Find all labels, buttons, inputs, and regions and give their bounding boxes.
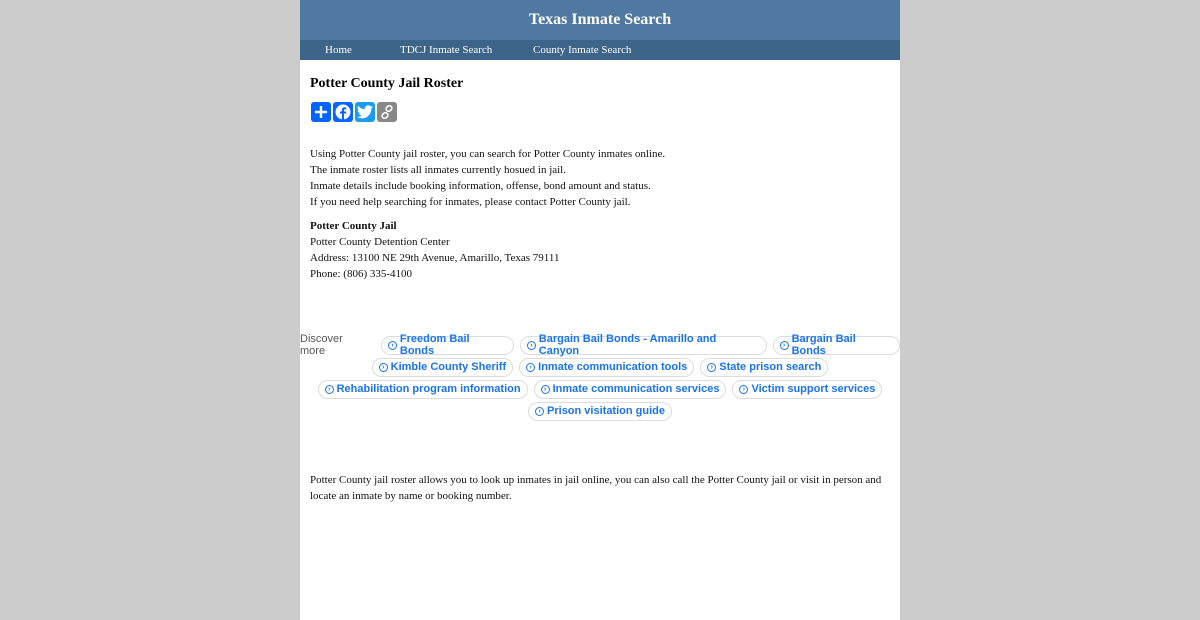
page-title: Potter County Jail Roster [310, 76, 464, 91]
jail-address: Address: 13100 NE 29th Avenue, Amarillo, Texas 79111 [310, 252, 560, 264]
search-icon: › [739, 385, 748, 394]
search-icon: › [325, 385, 334, 394]
intro-line: The inmate roster lists all inmates currently hosued in jail. [310, 164, 566, 176]
chip-label: Prison visitation guide [547, 405, 665, 417]
page [300, 0, 900, 620]
search-icon: › [379, 363, 388, 372]
facebook-icon[interactable] [333, 102, 353, 122]
search-icon: › [535, 407, 544, 416]
search-icon: › [780, 341, 789, 350]
nav-county[interactable]: County Inmate Search [533, 44, 632, 56]
share-buttons [311, 102, 397, 122]
search-icon: › [541, 385, 550, 394]
search-icon: › [388, 341, 397, 350]
intro-line: If you need help searching for inmates, please contact Potter County jail. [310, 196, 631, 208]
chip[interactable] [773, 333, 900, 357]
footer-text: Potter County jail roster allows you to look up inmates in jail online, you can also call the Potter County jail or visit in person and locate an inmate by name or booking number. [310, 474, 882, 502]
chip-label: Bargain Bail Bonds - Amarillo and Canyon [538, 333, 717, 357]
chip-label: Inmate communication services [552, 383, 720, 395]
add-icon[interactable] [311, 102, 331, 122]
nav-tdcj[interactable]: TDCJ Inmate Search [400, 44, 493, 56]
intro-line: Inmate details include booking information, offense, bond amount and status. [310, 180, 651, 192]
chip-label: Inmate communication tools [538, 361, 688, 373]
search-icon: › [527, 341, 536, 350]
chip-label: Freedom Bail Bonds [399, 333, 470, 357]
chip[interactable] [534, 380, 727, 399]
chip-label: State prison search [719, 361, 822, 373]
jail-name: Potter County Jail [310, 220, 397, 232]
site-header: Texas Inmate Search [300, 0, 900, 40]
chip-label: Bargain Bail Bonds [791, 333, 856, 357]
chip-label: Rehabilitation program information [336, 383, 521, 395]
nav-bar [300, 40, 900, 60]
copy-link-icon[interactable] [377, 102, 397, 122]
nav-home[interactable]: Home [325, 44, 352, 56]
discover-label: Discover more [300, 333, 343, 357]
chip[interactable] [528, 402, 672, 421]
twitter-icon[interactable] [355, 102, 375, 122]
search-icon: › [707, 363, 716, 372]
search-icon: › [526, 363, 535, 372]
chip[interactable] [700, 358, 828, 377]
discover-more [300, 334, 900, 422]
chip[interactable] [732, 380, 882, 399]
jail-facility: Potter County Detention Center [310, 236, 450, 248]
chip[interactable] [381, 333, 514, 357]
intro-line: Using Potter County jail roster, you can search for Potter County inmates online. [310, 148, 666, 160]
jail-info [310, 218, 559, 282]
chip[interactable] [519, 358, 694, 377]
chip[interactable] [520, 333, 767, 357]
chip-label: Victim support services [751, 383, 876, 395]
chip[interactable] [318, 380, 528, 399]
chip[interactable] [372, 358, 514, 377]
chip-label: Kimble County Sheriff [390, 361, 507, 373]
intro-text [310, 146, 665, 210]
jail-phone: Phone: (806) 335-4100 [310, 268, 413, 280]
